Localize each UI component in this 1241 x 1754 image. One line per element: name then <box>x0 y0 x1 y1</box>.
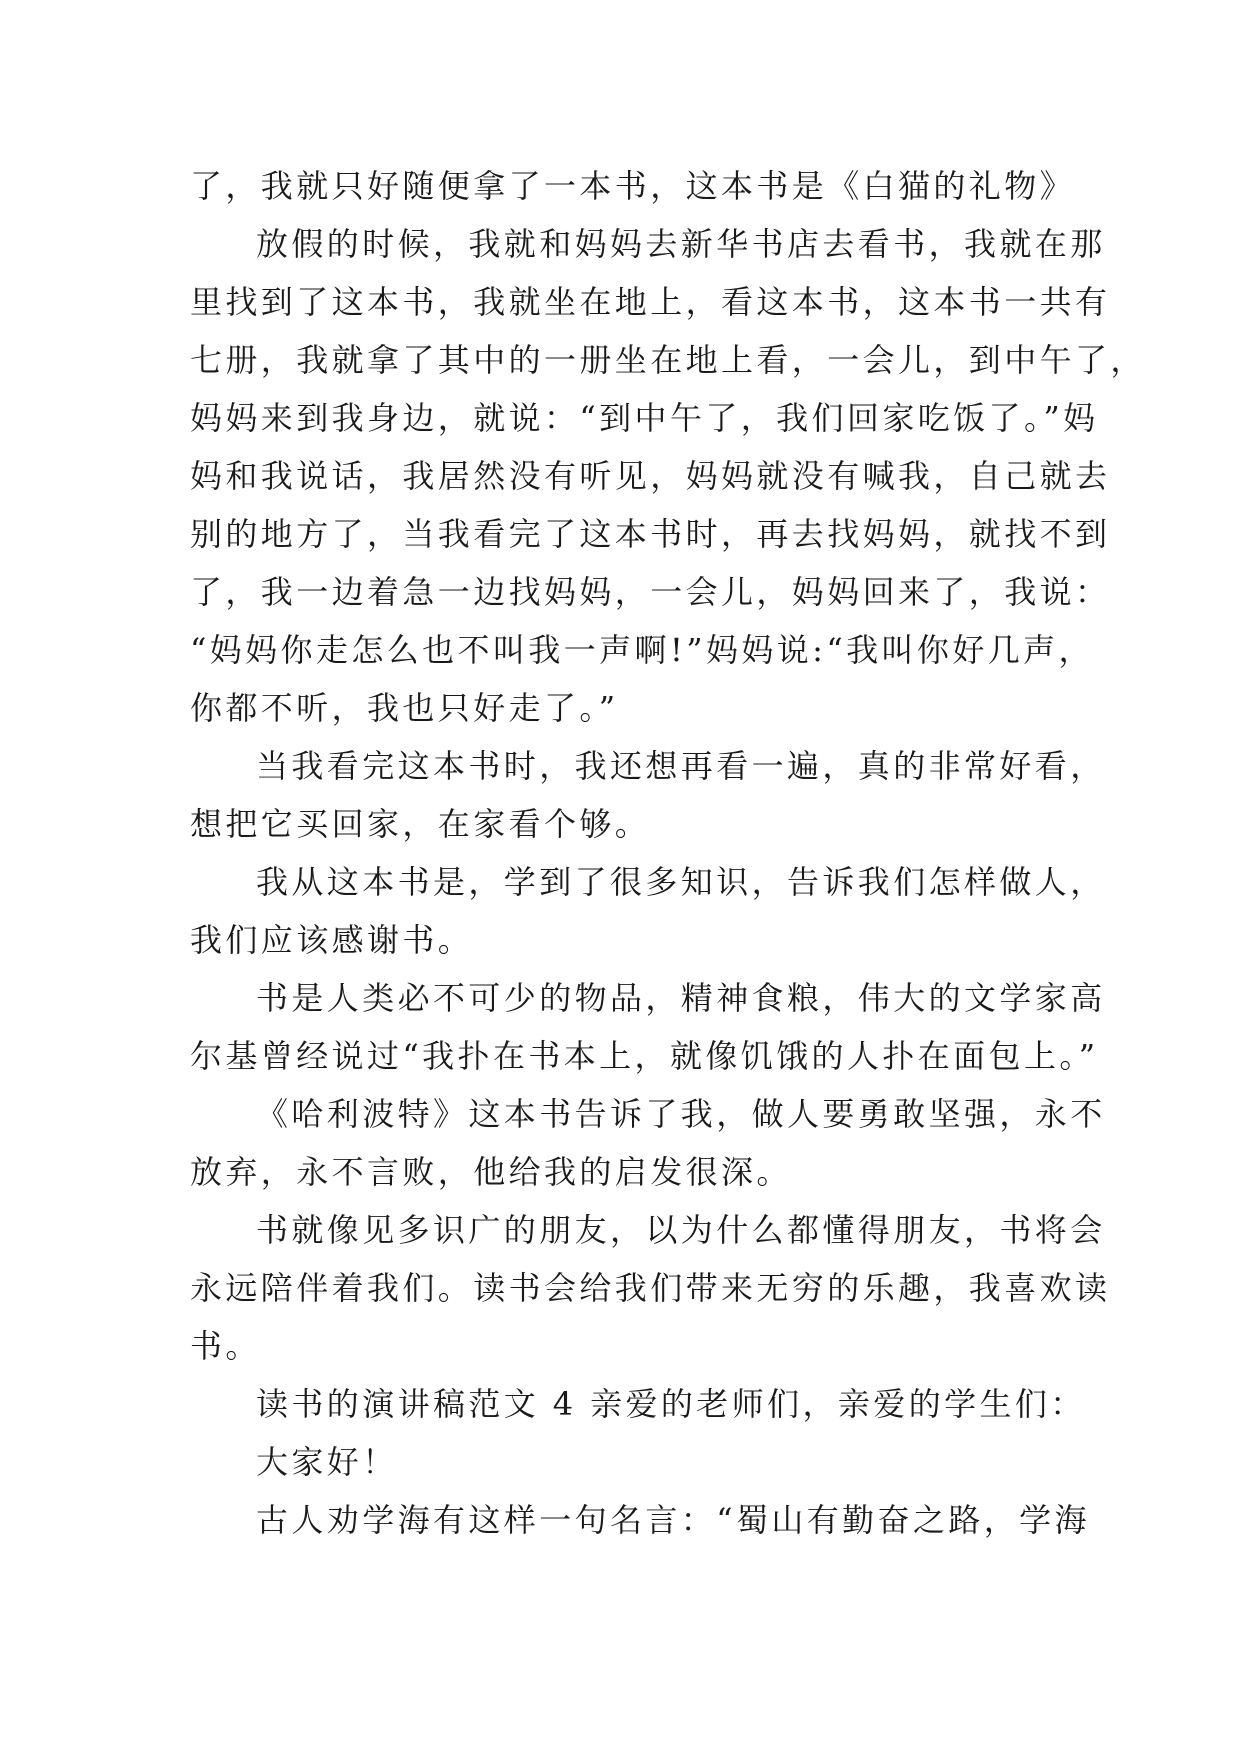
text-line: 读书的演讲稿范文 4 亲爱的老师们，亲爱的学生们： <box>256 1385 1086 1423</box>
text-line: 七册，我就拿了其中的一册坐在地上看，一会儿，到中午了， <box>190 341 1146 379</box>
text-line: 我们应该感谢书。 <box>190 921 474 959</box>
text-line: 《哈利波特》这本书告诉了我，做人要勇敢坚强，永不 <box>256 1095 1106 1133</box>
text-line: 永远陪伴着我们。读书会给我们带来无穷的乐趣，我喜欢读 <box>190 1269 1111 1307</box>
text-line: 了，我一边着急一边找妈妈，一会儿，妈妈回来了，我说： <box>190 573 1111 611</box>
text-line: 古人劝学海有这样一句名言：“蜀山有勤奋之路，学海 <box>256 1501 1090 1539</box>
text-line: 书是人类必不可少的物品，精神食粮，伟大的文学家高 <box>256 979 1106 1017</box>
text-line: 想把它买回家，在家看个够。 <box>190 805 651 843</box>
text-line: 当我看完这本书时，我还想再看一遍，真的非常好看， <box>256 747 1106 785</box>
text-line: “妈妈你走怎么也不叫我一声啊!”妈妈说:“我叫你好几声， <box>190 631 1094 669</box>
document-body <box>190 157 1146 1549</box>
text-line: 大家好！ <box>256 1443 398 1481</box>
text-line: 别的地方了，当我看完了这本书时，再去找妈妈，就找不到 <box>190 515 1111 553</box>
text-line: 尔基曾经说过“我扑在书本上，就像饥饿的人扑在面包上。” <box>190 1037 1099 1075</box>
text-line: 了，我就只好随便拿了一本书，这本书是《白猫的礼物》 <box>190 167 1076 205</box>
text-line: 放弃，永不言败，他给我的启发很深。 <box>190 1153 792 1191</box>
text-line: 妈妈来到我身边，就说：“到中午了，我们回家吃饭了。”妈 <box>190 399 1099 437</box>
text-line: 书就像见多识广的朋友，以为什么都懂得朋友，书将会 <box>256 1211 1106 1249</box>
text-line: 妈和我说话，我居然没有听见，妈妈就没有喊我，自己就去 <box>190 457 1111 495</box>
text-line: 你都不听，我也只好走了。” <box>190 689 619 727</box>
text-line: 放假的时候，我就和妈妈去新华书店去看书，我就在那 <box>256 225 1106 263</box>
text-line: 我从这本书是，学到了很多知识，告诉我们怎样做人， <box>256 863 1106 901</box>
text-line: 书。 <box>190 1327 261 1365</box>
text-line: 里找到了这本书，我就坐在地上，看这本书，这本书一共有 <box>190 283 1111 321</box>
